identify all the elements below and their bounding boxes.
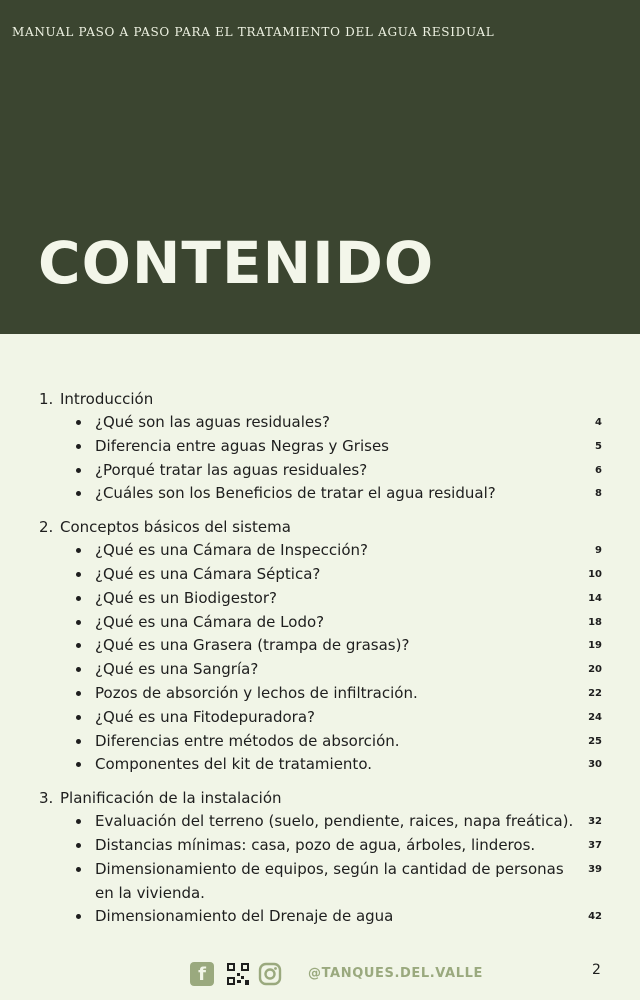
toc-item[interactable]	[0, 810, 640, 834]
toc-item-label: Componentes del kit de tratamiento.	[95, 755, 372, 774]
toc-item-label: ¿Qué es una Fitodepuradora?	[95, 707, 315, 726]
toc-item-label: Distancias mínimas: casa, pozo de agua, árboles, linderos.	[95, 835, 536, 854]
bullet-icon	[76, 667, 81, 672]
toc-item-page: 24	[588, 711, 602, 723]
toc-item[interactable]	[0, 706, 640, 730]
header-banner	[0, 0, 640, 334]
toc-section-conceptos	[0, 516, 640, 777]
bullet-icon	[76, 643, 81, 648]
toc-item-page: 25	[588, 735, 602, 747]
toc-item-label: ¿Qué es una Cámara de Lodo?	[95, 612, 325, 631]
toc-item-page: 37	[588, 839, 602, 851]
toc-item-page: 22	[588, 687, 602, 699]
toc-section-planificacion	[0, 787, 640, 929]
toc-item-label: Dimensionamiento de equipos, según la cantidad de personas en la vivienda.	[95, 859, 564, 902]
section-number: 2.	[39, 518, 54, 537]
bullet-icon	[76, 596, 81, 601]
page-footer	[0, 958, 640, 990]
section-number: 3.	[39, 789, 54, 808]
toc-item[interactable]	[0, 611, 640, 635]
bullet-icon	[76, 572, 81, 577]
toc-item[interactable]	[0, 682, 640, 706]
document-title: MANUAL PASO A PASO PARA EL TRATAMIENTO DEL AGUA RESIDUAL	[12, 25, 495, 39]
toc-item-page: 39	[588, 863, 602, 875]
bullet-icon	[76, 819, 81, 824]
bullet-icon	[76, 843, 81, 848]
toc-item-label: ¿Qué es una Cámara Séptica?	[95, 564, 321, 583]
toc-item-label: ¿Qué es una Grasera (trampa de grasas)?	[95, 636, 410, 655]
toc-item-label: ¿Qué es una Cámara de Inspección?	[95, 541, 368, 560]
section-title[interactable]: Planificación de la instalación	[60, 789, 282, 808]
instagram-icon[interactable]	[258, 962, 282, 986]
facebook-icon[interactable]: f	[190, 962, 214, 986]
toc-item-label: Evaluación del terreno (suelo, pendiente, raices, napa freática).	[95, 812, 574, 831]
bullet-icon	[76, 420, 81, 425]
toc-item[interactable]	[0, 459, 640, 483]
toc-item-label: Diferencias entre métodos de absorción.	[95, 731, 400, 750]
section-number: 1.	[39, 390, 54, 408]
bullet-icon	[76, 867, 81, 872]
toc-item-page: 42	[588, 911, 602, 923]
toc-item-label: Pozos de absorción y lechos de infiltración.	[95, 683, 418, 702]
bullet-icon	[76, 762, 81, 767]
toc-item-label: Dimensionamiento del Drenaje de agua	[95, 907, 394, 926]
qr-code-icon[interactable]	[226, 962, 250, 986]
toc-item-label: ¿Qué es un Biodigestor?	[95, 588, 277, 607]
social-handle[interactable]: @TANQUES.DEL.VALLE	[308, 966, 483, 981]
toc-item-page: 4	[595, 417, 602, 428]
toc-item[interactable]	[0, 482, 640, 506]
toc-item-page: 8	[595, 488, 602, 500]
toc-item[interactable]	[0, 539, 640, 563]
toc-item[interactable]	[0, 658, 640, 682]
toc-item-page: 30	[588, 759, 602, 771]
bullet-icon	[76, 444, 81, 449]
toc-item-page: 14	[588, 592, 602, 604]
toc-item-label: ¿Qué es una Sangría?	[95, 660, 259, 679]
toc-item[interactable]	[0, 834, 640, 858]
section-title[interactable]: Introducción	[60, 390, 154, 408]
toc-item[interactable]	[0, 411, 640, 435]
toc-item[interactable]	[0, 753, 640, 777]
toc-item-label: ¿Cuáles son los Beneficios de tratar el agua residual?	[95, 484, 496, 503]
section-title[interactable]: Conceptos básicos del sistema	[60, 518, 291, 537]
toc-item[interactable]	[0, 634, 640, 658]
toc-item-page: 19	[588, 640, 602, 652]
page-heading: CONTENIDO	[38, 229, 435, 297]
toc-item[interactable]	[0, 730, 640, 754]
toc-item-page: 32	[588, 816, 602, 828]
bullet-icon	[76, 739, 81, 744]
toc-item-page: 20	[588, 664, 602, 676]
toc-item-label: ¿Porqué tratar las aguas residuales?	[95, 460, 368, 479]
toc-item-page: 5	[595, 440, 602, 452]
bullet-icon	[76, 691, 81, 696]
page-number: 2	[592, 962, 601, 978]
toc-item-page: 9	[595, 545, 602, 557]
toc-item-label: Diferencia entre aguas Negras y Grises	[95, 436, 389, 455]
toc-item[interactable]	[0, 858, 640, 906]
toc-item[interactable]	[0, 563, 640, 587]
bullet-icon	[76, 715, 81, 720]
toc-item[interactable]	[0, 435, 640, 459]
table-of-contents	[0, 388, 640, 939]
bullet-icon	[76, 620, 81, 625]
bullet-icon	[76, 468, 81, 473]
toc-item-page: 6	[595, 464, 602, 476]
bullet-icon	[76, 548, 81, 553]
bullet-icon	[76, 914, 81, 919]
toc-item[interactable]	[0, 587, 640, 611]
toc-item-page: 18	[588, 616, 602, 628]
toc-item-label: ¿Qué son las aguas residuales?	[95, 413, 330, 431]
toc-section-introduccion	[0, 388, 640, 506]
bullet-icon	[76, 491, 81, 496]
toc-item[interactable]	[0, 905, 640, 929]
toc-item-page: 10	[588, 568, 602, 580]
